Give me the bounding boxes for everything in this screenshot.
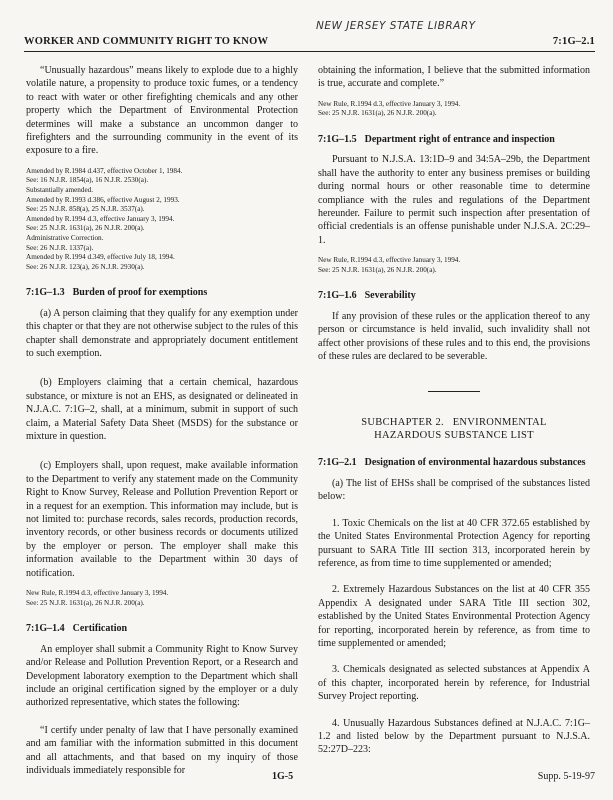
header-rule [24, 51, 595, 52]
subchapter-line-2: HAZARDOUS SUBSTANCE LIST [374, 430, 534, 442]
list-item-4: 4. Unusually Hazardous Substances defined at N.J.A.C. 7:1G–1.2 and listed below by the Department pursuant to N.J.S.A. 52:27D–223: [318, 717, 590, 756]
paragraph-1-5: Pursuant to N.J.S.A. 13:1D–9 and 34:5A–29b, the Department shall have the authority to enter any business premises or building during normal hours or other reasonable time to determine compliance with the rules and regulations of the Department hereunder. Failure to permit such inspection after presentation of official credentials is an offense punishable under N.J.S.A. 2C:29–1. [318, 154, 590, 246]
history-notes [26, 167, 298, 273]
history-note: Amended by R.1993 d.386, effective August 2, 1993. [26, 195, 180, 204]
list-item-3: 3. Chemicals designated as selected substances at Appendix A of this chapter, incorporated herein by reference, for Industrial Survey Project reporting. [318, 664, 590, 703]
history-note: See: 26 N.J.R. 123(a), 26 N.J.R. 2930(a). [26, 262, 145, 271]
paragraph-2-1-a: (a) The list of EHSs shall be comprised of the substances listed below: [318, 477, 590, 503]
section-title: Department right of entrance and inspection [364, 134, 555, 145]
section-heading-1-6 [318, 289, 590, 302]
section-1-5-notes [318, 256, 590, 275]
subchapter-heading [318, 416, 590, 442]
history-note: See: 25 N.J.R. 1631(a), 26 N.J.R. 200(a). [318, 109, 437, 118]
history-note: Amended by R.1994 d.349, effective July 18, 1994. [26, 253, 175, 262]
history-note: Substantially amended. [26, 186, 94, 195]
supplement-date: Supp. 5-19-97 [537, 771, 595, 782]
section-heading-2-1 [318, 456, 590, 469]
section-number: 7:1G–1.5 [318, 134, 357, 145]
header-section-number: 7:1G–2.1 [552, 36, 595, 47]
section-divider [428, 391, 480, 392]
history-note: See: 16 N.J.R. 1854(a), 16 N.J.R. 2530(a). [26, 176, 149, 185]
paragraph-1-3-a: (a) A person claiming that they qualify for any exemption under this chapter or that they are not otherwise subject to the rules of this chapter shall demonstrate and appropriately document entitlement to such exemption. [26, 307, 298, 359]
history-note: Administrative Correction. [26, 234, 104, 242]
certification-quote: “I certify under penalty of law that I have personally examined and am familiar with the information submitted in this document and all attachments, and that based on my inquiry of those individuals immediately responsible for [26, 724, 298, 776]
left-column [26, 64, 298, 786]
history-note: See: 25 N.J.R. 1631(a), 26 N.J.R. 200(a). [26, 224, 145, 233]
section-number: 7:1G–2.1 [318, 457, 357, 469]
section-heading-1-4 [26, 622, 298, 635]
history-note: See: 26 N.J.R. 1337(a). [26, 243, 94, 252]
history-note: See: 25 N.J.R. 1631(a), 26 N.J.R. 200(a). [26, 598, 145, 607]
paragraph-1-6: If any provision of these rules or the application thereof to any person or circumstance is held invalid, such invalidity shall not affect other provisions of these rules and to this end, the provisions of these rules are declared to be severable. [318, 310, 590, 363]
history-note: New Rule, R.1994 d.3, effective January 3, 1994. [318, 99, 461, 108]
paragraph-1-4-1: An employer shall submit a Community Right to Know Survey and/or Release and Pollution Prevention Report, or a Research and Development laboratory exemption to the Department which shall include an original certification signed by the employer or a duly authorized representative, which states the following: [26, 643, 298, 709]
section-number: 7:1G–1.4 [26, 623, 65, 635]
history-note: See: 25 N.J.R. 858(a), 25 N.J.R. 3537(a). [26, 205, 145, 214]
library-stamp: NEW JERSEY STATE LIBRARY [316, 20, 476, 32]
section-title: Certification [72, 623, 128, 635]
paragraph-1-3-b: (b) Employers claiming that a certain chemical, hazardous substance, or mixture is not an EHS, as designated or delineated in N.J.A.C. 7:1G–2, shall, at a minimum, submit in support of such claim, a Material Safety Data Sheet (MSDS) for the substance or mixture in question. [26, 377, 298, 443]
section-title: Severability [364, 290, 416, 302]
paragraph-1-3-c: (c) Employers shall, upon request, make available information to the Department to verify any statement made on the Community Right to Know Survey, Release and Pollution Prevention Report or in a request for an exemption. This information may include, but is not limited to: purchase records, sales records, production records, inventory records, or other business records or documents utilized by the employer or person. The employer shall make this information available to the Department within 30 days of notification. [26, 460, 298, 579]
history-note: See: 25 N.J.R. 1631(a), 26 N.J.R. 200(a). [318, 265, 437, 274]
right-column [318, 64, 590, 766]
subchapter-line-1: SUBCHAPTER 2. ENVIRONMENTAL [361, 417, 547, 429]
history-note: Amended by R.1984 d.437, effective October 1, 1984. [26, 166, 183, 175]
list-item-2: 2. Extremely Hazardous Substances on the list at 40 CFR 355 Appendix A designated under SARA Title III section 302, established by the United States Environmental Protection Agency for reporting, incorporated herein by reference, as from time to time supplemented or amended; [318, 584, 590, 649]
section-title: Designation of environmental hazardous substances [364, 457, 586, 469]
section-1-3-notes [26, 589, 298, 608]
header-title: WORKER AND COMMUNITY RIGHT TO KNOW [24, 36, 269, 47]
list-item-1: 1. Toxic Chemicals on the list at 40 CFR 372.65 established by the United States Environmental Protection Agency for reporting pursuant to SARA Title III section 313, incorporated herein by reference, as from time to time supplemented or amended; [318, 517, 590, 569]
section-number: 7:1G–1.6 [318, 290, 357, 302]
history-note: Amended by R.1994 d.3, effective January 3, 1994. [26, 214, 175, 223]
history-note: New Rule, R.1994 d.3, effective January 3, 1994. [26, 589, 169, 598]
history-note: New Rule, R.1994 d.3, effective January 3, 1994. [318, 256, 461, 265]
section-heading-1-5 [318, 133, 590, 146]
section-title: Burden of proof for exemptions [72, 287, 208, 299]
certification-quote-continued: obtaining the information, I believe that the submitted information is true, accurate and complete.” [318, 65, 590, 90]
page-number: 1G-5 [272, 771, 294, 782]
section-heading-1-3 [26, 286, 298, 299]
section-number: 7:1G–1.3 [26, 287, 65, 299]
definition-paragraph: “Unusually hazardous” means likely to explode due to a highly volatile nature, a propensity to produce toxic fumes, or a tendency to react with water or other firefighting chemicals and any other property which the Department of Environmental Protection determines will make a substance an uncommon danger to firefighters and the surrounding community in the event of its exposure to a fire. [26, 65, 298, 157]
section-1-4-notes [318, 100, 590, 119]
